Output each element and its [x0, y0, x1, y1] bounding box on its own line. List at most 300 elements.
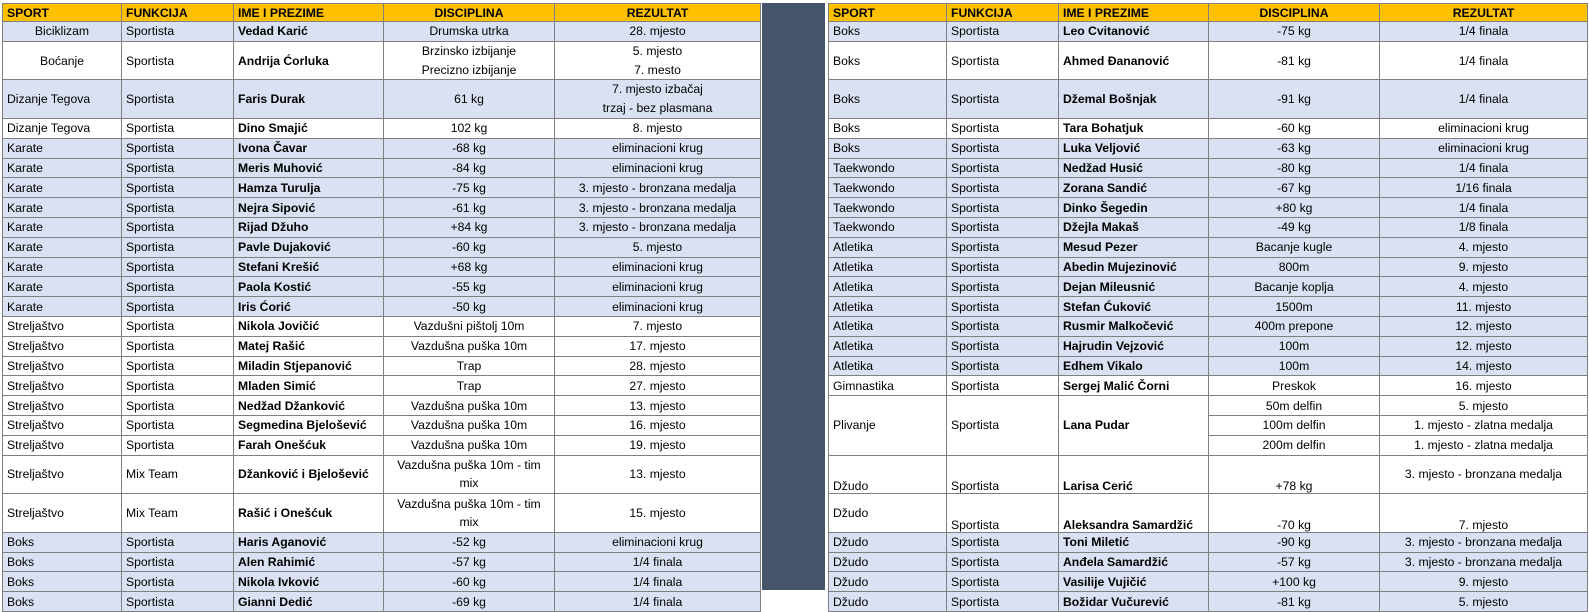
cell-sport: Boks [829, 22, 947, 42]
cell-funkcija: Sportista [122, 356, 234, 376]
results-table-left [2, 3, 761, 612]
cell-sport: Džudo [829, 532, 947, 552]
cell-rezultat: 3. mjesto - bronzana medalja [555, 178, 761, 198]
cell-rezultat: 3. mjesto - bronzana medalja [1380, 552, 1588, 572]
header-ime: IME I PREZIME [234, 4, 384, 22]
table-row [829, 376, 1588, 396]
cell-funkcija: Sportista [947, 572, 1059, 592]
table-row [829, 257, 1588, 277]
header-sport: SPORT [829, 4, 947, 22]
table-row [829, 552, 1588, 572]
cell-funkcija: Sportista [122, 138, 234, 158]
cell-funkcija: Sportista [947, 455, 1059, 494]
cell-name: Miladin Stjepanović [234, 356, 384, 376]
cell-sport: Taekwondo [829, 178, 947, 198]
cell-name: Rusmir Malkočević [1059, 316, 1209, 336]
cell-funkcija: Sportista [947, 277, 1059, 297]
cell-funkcija: Sportista [947, 237, 1059, 257]
cell-sport: Atletika [829, 237, 947, 257]
header-rezultat: REZULTAT [1380, 4, 1588, 22]
cell-name: Matej Rašić [234, 336, 384, 356]
cell-funkcija: Sportista [947, 158, 1059, 178]
cell-name: Hamza Turulja [234, 178, 384, 198]
cell-funkcija: Sportista [947, 552, 1059, 572]
table-row [3, 415, 761, 435]
table-row [829, 277, 1588, 297]
cell-funkcija: Sportista [122, 118, 234, 138]
cell-rezultat: 12. mjesto [1380, 316, 1588, 336]
cell-sport: Boks [3, 532, 122, 552]
cell-rezultat: 5. mjesto [1380, 592, 1588, 612]
cell-funkcija: Sportista [122, 376, 234, 396]
cell-sport: Taekwondo [829, 198, 947, 218]
cell-name: Luka Veljović [1059, 138, 1209, 158]
table-row [3, 494, 761, 533]
cell-rezultat: 8. mjesto [555, 118, 761, 138]
header-funkcija: FUNKCIJA [122, 4, 234, 22]
cell-rezultat: 9. mjesto [1380, 572, 1588, 592]
cell-disciplina: -91 kg [1209, 80, 1380, 119]
table-row [3, 138, 761, 158]
cell-name: Mesud Pezer [1059, 237, 1209, 257]
cell-name: Nejra Sipović [234, 198, 384, 218]
table-row [3, 356, 761, 376]
cell-name: Aleksandra Samardžić [1059, 494, 1209, 533]
cell-sport: Atletika [829, 316, 947, 336]
cell-funkcija: Sportista [947, 494, 1059, 533]
cell-sport: Atletika [829, 297, 947, 317]
cell-sport: Boks [3, 592, 122, 612]
cell-name: Leo Cvitanović [1059, 22, 1209, 42]
cell-rezultat: 12. mjesto [1380, 336, 1588, 356]
cell-rezultat: 13. mjesto [555, 396, 761, 416]
cell-rezultat: 1/16 finala [1380, 178, 1588, 198]
cell-sport: Dizanje Tegova [3, 118, 122, 138]
cell-name: Farah Onešćuk [234, 435, 384, 455]
table-row [829, 297, 1588, 317]
table-row [829, 316, 1588, 336]
cell-sport: Boks [829, 80, 947, 119]
cell-rezultat: 3. mjesto - bronzana medalja [1380, 455, 1588, 494]
table-row [3, 22, 761, 42]
table-row [829, 455, 1588, 494]
cell-disciplina: 200m delfin [1209, 435, 1380, 455]
disciplina-line: Precizno izbijanje [421, 62, 517, 77]
cell-funkcija: Sportista [122, 396, 234, 416]
cell-rezultat: 3. mjesto - bronzana medalja [555, 198, 761, 218]
cell-disciplina: 800m [1209, 257, 1380, 277]
cell-sport: Boks [829, 118, 947, 138]
table-row [829, 336, 1588, 356]
cell-sport: Džudo [829, 552, 947, 572]
table-row [3, 277, 761, 297]
cell-name: Nedžad Husić [1059, 158, 1209, 178]
cell-name: Mladen Simić [234, 376, 384, 396]
cell-disciplina: -61 kg [384, 198, 555, 218]
cell-name: Nikola Ivković [234, 572, 384, 592]
cell-disciplina: Vazdušni pištolj 10m [384, 316, 555, 336]
header-row [3, 4, 761, 22]
cell-funkcija: Sportista [122, 297, 234, 317]
cell-name: Džejla Makaš [1059, 217, 1209, 237]
cell-name: Rašić i Onešćuk [234, 494, 384, 533]
cell-funkcija: Sportista [122, 552, 234, 572]
cell-rezultat: 1/4 finala [1380, 41, 1588, 80]
table-row [829, 494, 1588, 533]
cell-rezultat: 1/4 finala [1380, 22, 1588, 42]
cell-disciplina: 1500m [1209, 297, 1380, 317]
cell-funkcija: Sportista [122, 336, 234, 356]
table-row [3, 455, 761, 494]
cell-disciplina: 102 kg [384, 118, 555, 138]
cell-disciplina: -68 kg [384, 138, 555, 158]
cell-sport: Gimnastika [829, 376, 947, 396]
cell-sport: Boćanje [3, 41, 122, 80]
cell-funkcija: Sportista [947, 356, 1059, 376]
cell-funkcija: Sportista [122, 80, 234, 119]
cell-rezultat: eliminacioni krug [555, 277, 761, 297]
rezultat-line: 5. mjesto [632, 43, 683, 58]
cell-rezultat: eliminacioni krug [1380, 118, 1588, 138]
cell-name: Haris Aganović [234, 532, 384, 552]
cell-rezultat: 27. mjesto [555, 376, 761, 396]
cell-name: Sergej Malić Čorni [1059, 376, 1209, 396]
cell-sport: Streljaštvo [3, 376, 122, 396]
table-row [3, 217, 761, 237]
cell-funkcija: Sportista [947, 297, 1059, 317]
table-row [3, 41, 761, 80]
cell-rezultat: 1/4 finala [1380, 198, 1588, 218]
cell-funkcija: Sportista [122, 277, 234, 297]
cell-name: Toni Miletić [1059, 532, 1209, 552]
cell-name: Ivona Čavar [234, 138, 384, 158]
table-row [829, 572, 1588, 592]
cell-name: Gianni Dedić [234, 592, 384, 612]
column-divider [762, 3, 825, 590]
table-row [829, 396, 1588, 416]
cell-funkcija: Sportista [947, 178, 1059, 198]
cell-rezultat: 5. mjesto [1380, 396, 1588, 416]
cell-disciplina: Preskok [1209, 376, 1380, 396]
cell-rezultat: 1. mjesto - zlatna medalja [1380, 415, 1588, 435]
cell-sport: Džudo [829, 572, 947, 592]
cell-rezultat: 1/4 finala [555, 572, 761, 592]
header-row [829, 4, 1588, 22]
cell-rezultat: eliminacioni krug [555, 257, 761, 277]
cell-name: Pavle Dujaković [234, 237, 384, 257]
cell-rezultat: eliminacioni krug [555, 532, 761, 552]
table-row [3, 532, 761, 552]
cell-name: Andrija Ćorluka [234, 41, 384, 80]
header-ime: IME I PREZIME [1059, 4, 1209, 22]
cell-rezultat: 3. mjesto - bronzana medalja [555, 217, 761, 237]
cell-disciplina: 100m delfin [1209, 415, 1380, 435]
table-row [829, 198, 1588, 218]
cell-sport: Streljaštvo [3, 316, 122, 336]
cell-sport: Streljaštvo [3, 356, 122, 376]
table-row [3, 198, 761, 218]
cell-funkcija: Sportista [947, 532, 1059, 552]
table-row [829, 41, 1588, 80]
cell-rezultat: 11. mjesto [1380, 297, 1588, 317]
cell-funkcija: Sportista [947, 80, 1059, 119]
cell-disciplina: Vazdušna puška 10m [384, 396, 555, 416]
cell-sport: Streljaštvo [3, 435, 122, 455]
table-row [3, 297, 761, 317]
cell-rezultat: 4. mjesto [1380, 277, 1588, 297]
cell-funkcija: Sportista [122, 22, 234, 42]
cell-sport: Boks [3, 552, 122, 572]
table-row [3, 396, 761, 416]
cell-rezultat: 15. mjesto [555, 494, 761, 533]
cell-rezultat: eliminacioni krug [555, 297, 761, 317]
cell-disciplina: +78 kg [1209, 455, 1380, 494]
cell-name: Džemal Bošnjak [1059, 80, 1209, 119]
header-disciplina: DISCIPLINA [1209, 4, 1380, 22]
cell-funkcija: Sportista [122, 41, 234, 80]
table-row [3, 257, 761, 277]
header-sport: SPORT [3, 4, 122, 22]
table-row [829, 237, 1588, 257]
header-rezultat: REZULTAT [555, 4, 761, 22]
cell-name: Vasilije Vujičić [1059, 572, 1209, 592]
cell-disciplina: Bacanje koplja [1209, 277, 1380, 297]
cell-sport: Streljaštvo [3, 415, 122, 435]
cell-disciplina: Trap [384, 356, 555, 376]
cell-sport: Karate [3, 237, 122, 257]
cell-name: Edhem Vikalo [1059, 356, 1209, 376]
cell-rezultat [555, 80, 761, 119]
cell-sport: Karate [3, 158, 122, 178]
cell-sport: Džudo [829, 494, 947, 533]
cell-disciplina: Vazdušna puška 10m [384, 336, 555, 356]
cell-sport: Karate [3, 277, 122, 297]
cell-funkcija: Sportista [122, 316, 234, 336]
cell-funkcija: Sportista [122, 178, 234, 198]
table-row [829, 592, 1588, 612]
cell-disciplina: 100m [1209, 356, 1380, 376]
cell-name: Iris Ćorić [234, 297, 384, 317]
cell-name: Lana Pudar [1059, 396, 1209, 455]
cell-disciplina: 400m prepone [1209, 316, 1380, 336]
cell-disciplina: -81 kg [1209, 592, 1380, 612]
table-row [829, 356, 1588, 376]
cell-rezultat: eliminacioni krug [555, 158, 761, 178]
cell-sport: Streljaštvo [3, 455, 122, 494]
cell-disciplina: -75 kg [1209, 22, 1380, 42]
table-row [3, 552, 761, 572]
cell-rezultat: 1/4 finala [555, 592, 761, 612]
cell-disciplina: -90 kg [1209, 532, 1380, 552]
cell-disciplina: -52 kg [384, 532, 555, 552]
cell-disciplina: -70 kg [1209, 494, 1380, 533]
cell-name: Anđela Samardžić [1059, 552, 1209, 572]
cell-name: Hajrudin Vejzović [1059, 336, 1209, 356]
table-row [829, 532, 1588, 552]
cell-sport: Karate [3, 217, 122, 237]
cell-disciplina: +84 kg [384, 217, 555, 237]
cell-sport: Atletika [829, 356, 947, 376]
cell-funkcija: Sportista [947, 41, 1059, 80]
table-row [829, 22, 1588, 42]
cell-sport: Karate [3, 138, 122, 158]
cell-rezultat: 1. mjesto - zlatna medalja [1380, 435, 1588, 455]
cell-disciplina: 50m delfin [1209, 396, 1380, 416]
cell-name: Abedin Mujezinović [1059, 257, 1209, 277]
cell-disciplina: Vazdušna puška 10m - tim mix [384, 494, 555, 533]
cell-disciplina: Trap [384, 376, 555, 396]
cell-funkcija: Sportista [122, 237, 234, 257]
cell-rezultat: 28. mjesto [555, 356, 761, 376]
cell-name: Dejan Mileusnić [1059, 277, 1209, 297]
cell-disciplina: -50 kg [384, 297, 555, 317]
cell-funkcija: Sportista [947, 198, 1059, 218]
cell-name: Paola Kostić [234, 277, 384, 297]
cell-disciplina: -57 kg [1209, 552, 1380, 572]
cell-funkcija: Sportista [122, 198, 234, 218]
cell-disciplina: -57 kg [384, 552, 555, 572]
table-row [3, 572, 761, 592]
cell-rezultat: eliminacioni krug [1380, 138, 1588, 158]
table-row [829, 138, 1588, 158]
cell-sport: Atletika [829, 257, 947, 277]
cell-sport: Karate [3, 198, 122, 218]
cell-name: Stefani Krešić [234, 257, 384, 277]
cell-sport: Atletika [829, 277, 947, 297]
cell-rezultat: 19. mjesto [555, 435, 761, 455]
cell-disciplina: -55 kg [384, 277, 555, 297]
cell-sport: Plivanje [829, 396, 947, 455]
cell-disciplina: -81 kg [1209, 41, 1380, 80]
cell-funkcija: Sportista [122, 158, 234, 178]
cell-sport: Boks [3, 572, 122, 592]
rezultat-line: trzaj - bez plasmana [602, 101, 713, 116]
cell-sport: Biciklizam [3, 22, 122, 42]
cell-funkcija: Sportista [122, 435, 234, 455]
cell-name: Larisa Cerić [1059, 455, 1209, 494]
cell-funkcija: Sportista [947, 316, 1059, 336]
cell-disciplina: -80 kg [1209, 158, 1380, 178]
cell-name: Nikola Jovičić [234, 316, 384, 336]
cell-funkcija: Sportista [947, 257, 1059, 277]
table-row [829, 158, 1588, 178]
cell-sport: Streljaštvo [3, 396, 122, 416]
cell-rezultat: 14. mjesto [1380, 356, 1588, 376]
table-row [829, 178, 1588, 198]
cell-name: Tara Bohatjuk [1059, 118, 1209, 138]
cell-funkcija: Sportista [122, 257, 234, 277]
cell-sport: Streljaštvo [3, 336, 122, 356]
cell-rezultat: 16. mjesto [555, 415, 761, 435]
table-row [3, 80, 761, 119]
cell-rezultat: 16. mjesto [1380, 376, 1588, 396]
cell-disciplina: +68 kg [384, 257, 555, 277]
cell-funkcija: Sportista [122, 415, 234, 435]
cell-rezultat: 7. mjesto [1380, 494, 1588, 533]
cell-sport: Karate [3, 257, 122, 277]
cell-disciplina: 61 kg [384, 80, 555, 119]
cell-funkcija: Sportista [122, 532, 234, 552]
cell-rezultat: eliminacioni krug [555, 138, 761, 158]
cell-rezultat: 1/4 finala [1380, 158, 1588, 178]
header-disciplina: DISCIPLINA [384, 4, 555, 22]
cell-disciplina: -67 kg [1209, 178, 1380, 198]
cell-funkcija: Mix Team [122, 494, 234, 533]
cell-rezultat: 17. mjesto [555, 336, 761, 356]
cell-sport: Džudo [829, 592, 947, 612]
results-table-right [828, 3, 1588, 612]
cell-disciplina: Drumska utrka [384, 22, 555, 42]
cell-sport: Džudo [829, 455, 947, 494]
cell-name: Dino Smajić [234, 118, 384, 138]
cell-name: Zorana Sandić [1059, 178, 1209, 198]
table-row [829, 217, 1588, 237]
table-row [3, 178, 761, 198]
cell-funkcija: Sportista [947, 336, 1059, 356]
cell-disciplina: +100 kg [1209, 572, 1380, 592]
cell-name: Faris Durak [234, 80, 384, 119]
table-row [829, 118, 1588, 138]
cell-name: Džanković i Bjelošević [234, 455, 384, 494]
cell-disciplina: -49 kg [1209, 217, 1380, 237]
cell-rezultat: 28. mjesto [555, 22, 761, 42]
cell-rezultat: 13. mjesto [555, 455, 761, 494]
cell-name: Segmedina Bjelošević [234, 415, 384, 435]
cell-funkcija: Sportista [947, 22, 1059, 42]
cell-sport: Dizanje Tegova [3, 80, 122, 119]
cell-name: Rijad Džuho [234, 217, 384, 237]
cell-funkcija: Sportista [122, 217, 234, 237]
cell-disciplina: -63 kg [1209, 138, 1380, 158]
cell-name: Meris Muhović [234, 158, 384, 178]
cell-name: Božidar Vučurević [1059, 592, 1209, 612]
cell-rezultat: 7. mjesto [555, 316, 761, 336]
cell-sport: Taekwondo [829, 217, 947, 237]
cell-sport: Boks [829, 138, 947, 158]
cell-disciplina: -60 kg [384, 572, 555, 592]
table-row [3, 118, 761, 138]
table-row [3, 158, 761, 178]
table-row [3, 592, 761, 612]
cell-rezultat: 1/8 finala [1380, 217, 1588, 237]
cell-name: Vedad Karić [234, 22, 384, 42]
cell-funkcija: Sportista [947, 138, 1059, 158]
cell-funkcija: Sportista [122, 592, 234, 612]
rezultat-line: 7. mesto [634, 62, 681, 77]
cell-disciplina: +80 kg [1209, 198, 1380, 218]
cell-sport: Taekwondo [829, 158, 947, 178]
cell-disciplina: -69 kg [384, 592, 555, 612]
cell-sport: Karate [3, 178, 122, 198]
table-row [3, 336, 761, 356]
cell-sport: Streljaštvo [3, 494, 122, 533]
cell-funkcija: Mix Team [122, 455, 234, 494]
cell-funkcija: Sportista [947, 376, 1059, 396]
cell-funkcija: Sportista [122, 572, 234, 592]
cell-disciplina: Bacanje kugle [1209, 237, 1380, 257]
cell-disciplina: Vazdušna puška 10m - tim mix [384, 455, 555, 494]
cell-disciplina: -84 kg [384, 158, 555, 178]
cell-name: Stefan Ćuković [1059, 297, 1209, 317]
cell-name: Dinko Šegedin [1059, 198, 1209, 218]
cell-disciplina: -75 kg [384, 178, 555, 198]
cell-rezultat: 9. mjesto [1380, 257, 1588, 277]
cell-rezultat: 4. mjesto [1380, 237, 1588, 257]
cell-rezultat: 5. mjesto [555, 237, 761, 257]
table-row [3, 316, 761, 336]
table-row [3, 435, 761, 455]
table-row [829, 80, 1588, 119]
